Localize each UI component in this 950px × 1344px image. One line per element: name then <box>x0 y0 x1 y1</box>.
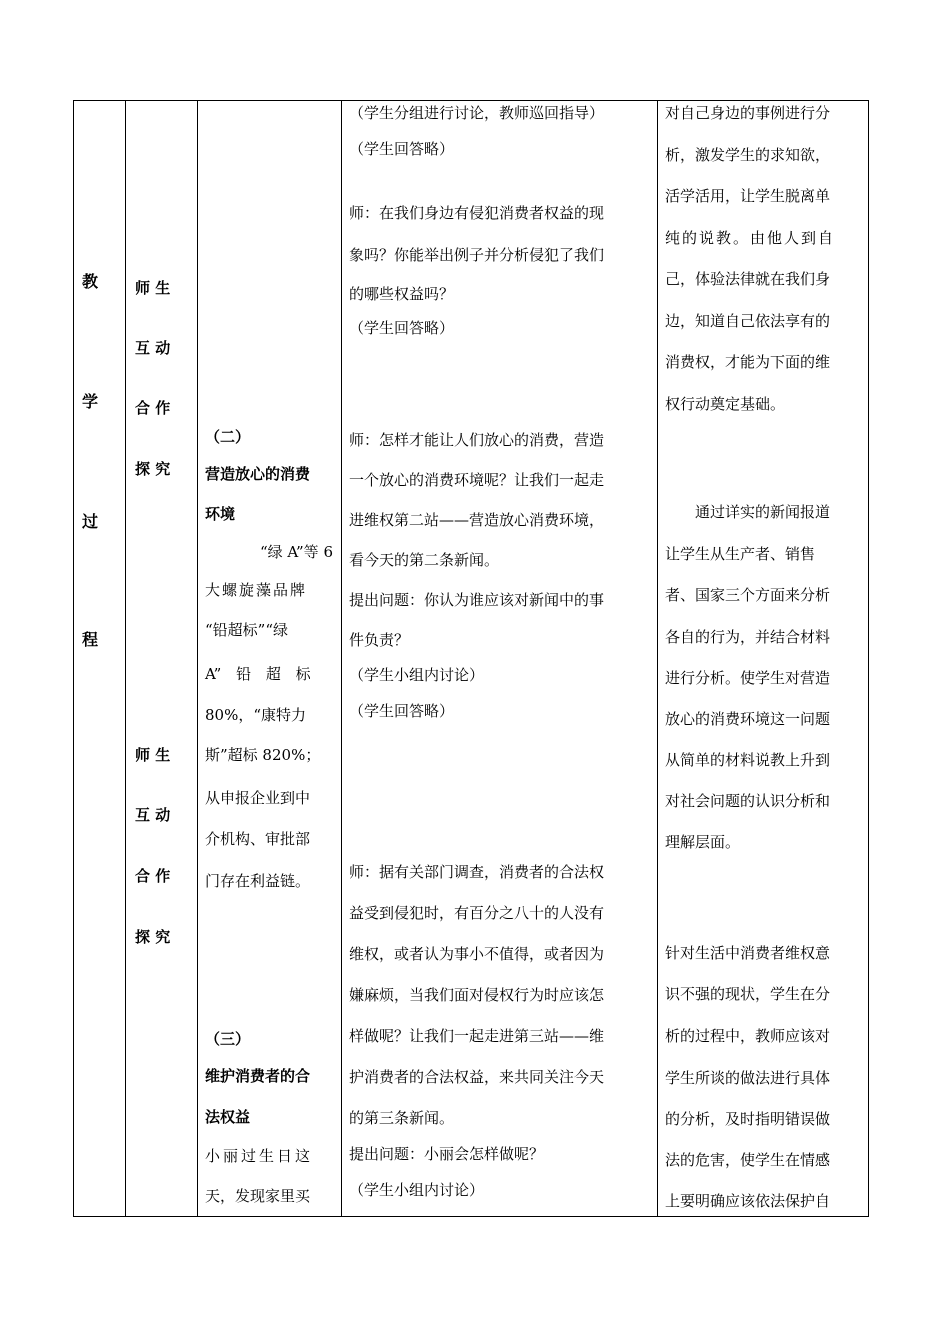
activity-label: 互 动 <box>135 806 171 824</box>
section-3-title: 维护消费者的合 <box>205 1067 311 1085</box>
dialogue-line: 进维权第二站——营造放心消费环境， <box>349 511 605 529</box>
dialogue-line: （学生分组进行讨论，教师巡回指导） <box>349 104 605 122</box>
activity-label: 探 究 <box>135 928 171 946</box>
intent-line: 理解层面。 <box>665 833 741 851</box>
activity-label: 探 究 <box>135 460 171 478</box>
material-line: 介机构、审批部 <box>205 830 311 848</box>
intent-line: 己，体验法律就在我们身 <box>665 270 831 288</box>
intent-line: 消费权，才能为下面的维 <box>665 353 831 371</box>
column-5-cell <box>657 100 869 1217</box>
dialogue-line: 的第三条新闻。 <box>349 1109 455 1127</box>
column-4-cell <box>341 100 658 1217</box>
process-char-1: 教 <box>82 272 99 291</box>
dialogue-line: 看今天的第二条新闻。 <box>349 551 500 569</box>
dialogue-line: 师：据有关部门调查，消费者的合法权 <box>349 863 605 881</box>
intent-line: 通过详实的新闻报道 <box>695 503 831 521</box>
intent-line: 各自的行为，并结合材料 <box>665 628 831 646</box>
activity-label: 师 生 <box>135 746 171 764</box>
intent-line: 学生所谈的做法进行具体 <box>665 1069 831 1087</box>
dialogue-line: 象吗？你能举出例子并分析侵犯了我们 <box>349 246 605 264</box>
section-2-title: 环境 <box>205 505 236 523</box>
intent-line: 法的危害，使学生在情感 <box>665 1151 831 1169</box>
dialogue-line: （学生小组内讨论） <box>349 666 485 684</box>
intent-line: 者、国家三个方面来分析 <box>665 586 831 604</box>
intent-line: 上要明确应该依法保护自 <box>665 1192 831 1210</box>
intent-line: 针对生活中消费者维权意 <box>665 944 831 962</box>
intent-line: 析的过程中，教师应该对 <box>665 1027 831 1045</box>
intent-line: 放心的消费环境这一问题 <box>665 710 831 728</box>
dialogue-line: 护消费者的合法权益，来共同关注今天 <box>349 1068 605 1086</box>
material-line: 天，发现家里买 <box>205 1187 311 1205</box>
activity-label: 合 作 <box>135 399 171 417</box>
dialogue-line: 师：怎样才能让人们放心的消费，营造 <box>349 431 605 449</box>
intent-line: 纯的说教。由他人到自 <box>665 229 836 247</box>
dialogue-line: （学生回答略） <box>349 319 455 337</box>
intent-line: 进行分析。使学生对营造 <box>665 669 831 687</box>
intent-line: 识不强的现状，学生在分 <box>665 985 831 1003</box>
intent-line: 对自己身边的事例进行分 <box>665 104 831 122</box>
process-char-2: 学 <box>82 392 99 411</box>
section-3-title: 法权益 <box>205 1108 251 1126</box>
dialogue-line: （学生小组内讨论） <box>349 1181 485 1199</box>
dialogue-line: 件负责？ <box>349 631 410 649</box>
section-2-number: （二） <box>205 428 251 446</box>
column-3-cell <box>197 100 342 1217</box>
dialogue-line: （学生回答略） <box>349 140 455 158</box>
material-line: 门存在利益链。 <box>205 872 311 890</box>
dialogue-line: （学生回答略） <box>349 702 455 720</box>
activity-label: 互 动 <box>135 339 171 357</box>
dialogue-line: 益受到侵犯时，有百分之八十的人没有 <box>349 904 605 922</box>
intent-line: 从简单的材料说教上升到 <box>665 751 831 769</box>
column-2-cell <box>125 100 198 1217</box>
material-line: “绿 A”等 6 <box>259 543 333 561</box>
intent-line: 的分析，及时指明错误做 <box>665 1110 831 1128</box>
intent-line: 边，知道自己依法享有的 <box>665 312 831 330</box>
dialogue-line: 提出问题：你认为谁应该对新闻中的事 <box>349 591 605 609</box>
dialogue-line: 维权，或者认为事小不值得，或者因为 <box>349 945 605 963</box>
dialogue-line: 样做呢？让我们一起走进第三站——维 <box>349 1027 605 1045</box>
dialogue-line: 提出问题：小丽会怎样做呢？ <box>349 1145 545 1163</box>
intent-line: 让学生从生产者、销售 <box>665 545 816 563</box>
material-line: 80%，“康特力 <box>205 706 307 724</box>
dialogue-line: 一个放心的消费环境呢？让我们一起走 <box>349 471 605 489</box>
column-1-cell <box>73 100 126 1217</box>
activity-label: 师 生 <box>135 279 171 297</box>
material-line: 斯”超标 820%； <box>205 746 321 764</box>
intent-line: 对社会问题的认识分析和 <box>665 792 831 810</box>
section-3-number: （三） <box>205 1030 251 1048</box>
process-char-3: 过 <box>82 512 99 531</box>
section-2-title: 营造放心的消费 <box>205 465 311 483</box>
material-line: “铅超标”“绿 <box>205 621 289 639</box>
dialogue-line: 师：在我们身边有侵犯消费者权益的现 <box>349 204 605 222</box>
material-line: 小丽过生日这 <box>205 1147 314 1165</box>
intent-line: 权行动奠定基础。 <box>665 395 786 413</box>
material-line: 从申报企业到中 <box>205 789 311 807</box>
intent-line: 析，激发学生的求知欲， <box>665 146 831 164</box>
material-line: A” 铅 超 标 <box>205 665 311 683</box>
dialogue-line: 嫌麻烦，当我们面对侵权行为时应该怎 <box>349 986 605 1004</box>
dialogue-line: 的哪些权益吗？ <box>349 285 455 303</box>
activity-label: 合 作 <box>135 867 171 885</box>
intent-line: 活学活用，让学生脱离单 <box>665 187 831 205</box>
process-char-4: 程 <box>82 630 99 649</box>
material-line: 大螺旋藻品牌 <box>205 581 308 599</box>
